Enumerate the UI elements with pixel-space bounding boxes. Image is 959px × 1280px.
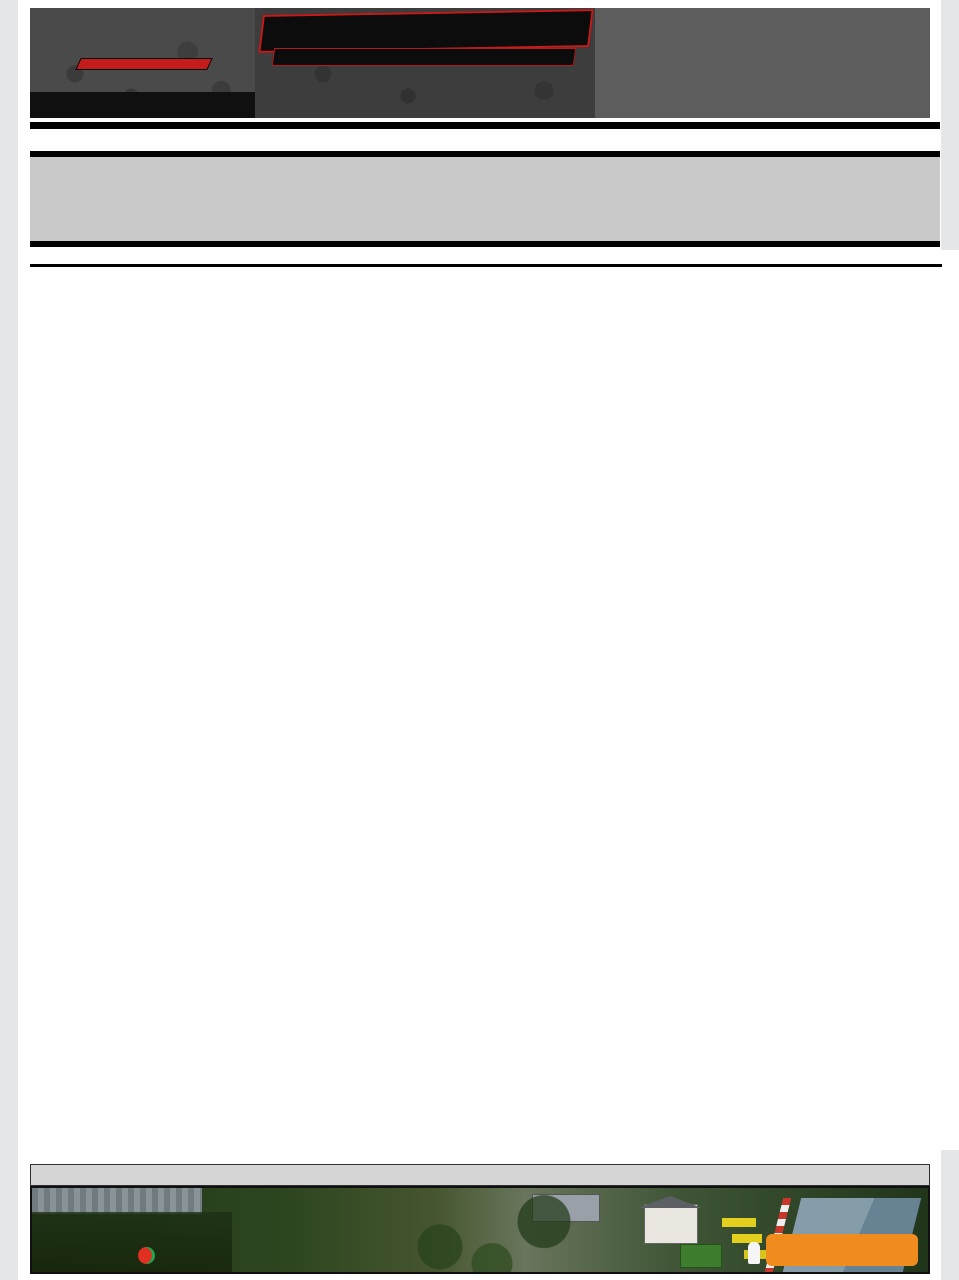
ad-board — [722, 1218, 756, 1227]
right-margin-bottom — [941, 1150, 959, 1280]
grandstand — [32, 1188, 202, 1214]
orbits-bar — [30, 1164, 930, 1186]
results-table — [0, 0, 959, 500]
white-house — [644, 1204, 698, 1244]
speedhive-badge — [766, 1234, 918, 1266]
person-icon — [748, 1242, 760, 1264]
morac-disc-icon — [138, 1247, 155, 1264]
ad-board — [732, 1234, 762, 1243]
trees-fence — [32, 1212, 232, 1272]
track-photo-banner — [30, 1186, 930, 1274]
morac-logo — [137, 1240, 156, 1270]
grass-stand — [680, 1244, 722, 1268]
tree-canopy — [362, 1188, 622, 1272]
header-rule — [30, 264, 942, 267]
house-roof — [638, 1196, 702, 1208]
